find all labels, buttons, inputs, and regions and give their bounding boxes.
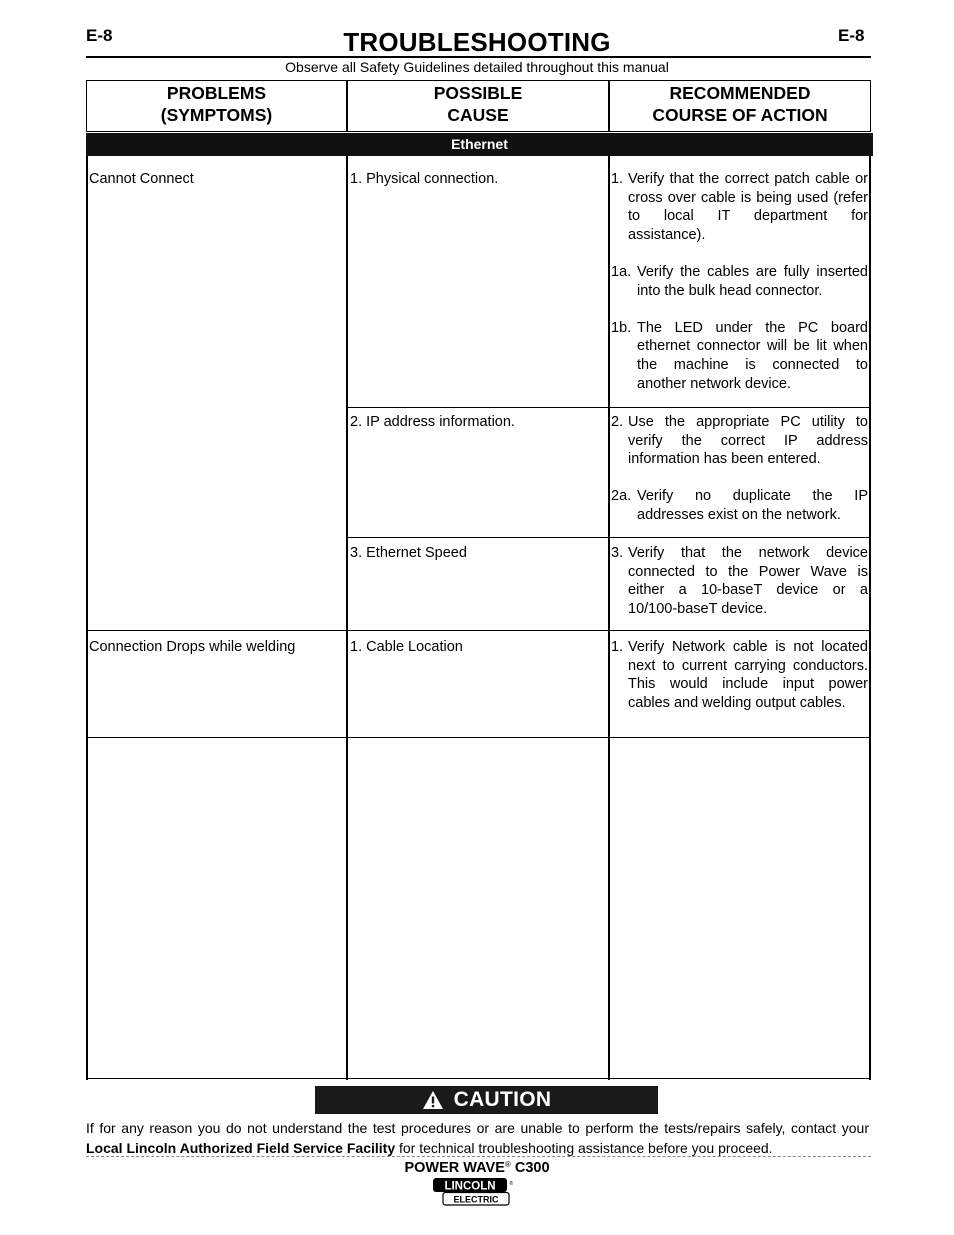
svg-text:ELECTRIC: ELECTRIC (453, 1194, 499, 1205)
header-course-of-action: RECOMMENDED COURSE OF ACTION (609, 80, 871, 132)
section-bar-ethernet: Ethernet (86, 133, 873, 156)
caution-banner (315, 1086, 658, 1114)
cause-cell: 2. IP address information. (350, 414, 515, 430)
action-item: 1. Verify that the correct patch cable or cross over cable is being used (refer to local IT department for assistance). (611, 171, 868, 243)
page-title: TROUBLESHOOTING (343, 27, 611, 57)
action-cell (611, 413, 868, 543)
column-divider-2 (608, 156, 610, 1080)
action-cell (611, 544, 868, 637)
cause-cell: 1. Cable Location (350, 639, 463, 655)
table-border-right (869, 156, 871, 1080)
warning-triangle-icon (422, 1090, 444, 1110)
page-number-right: E-8 (838, 26, 865, 45)
table-border-left (86, 156, 88, 1080)
page-number-left: E-8 (86, 26, 113, 45)
lincoln-electric-logo (432, 1177, 514, 1207)
symptom-cell: Cannot Connect (89, 171, 194, 187)
action-item: 1b. The LED under the PC board ethernet connector will be lit when the machine is connected to another network device. (611, 319, 868, 392)
header-problems: PROBLEMS (SYMPTOMS) (86, 80, 347, 132)
action-item: 1. Verify Network cable is not located next to current carrying conductors. This would include input power cables and welding output cables. (611, 639, 868, 711)
cause-cell: 1. Physical connection. (350, 171, 499, 187)
title-rule (86, 56, 871, 58)
action-item: 2a. Verify no duplicate the IP addresses exist on the network. (611, 488, 868, 523)
table-border-bottom (86, 1078, 871, 1079)
caution-label: CAUTION (453, 1088, 552, 1111)
column-divider-1 (346, 156, 348, 1080)
footer-rule (86, 1156, 871, 1157)
symptom-cell: Connection Drops while welding (89, 639, 296, 655)
row-divider (86, 737, 871, 738)
svg-text:®: ® (509, 1181, 514, 1187)
action-cell (611, 638, 868, 731)
svg-text:LINCOLN: LINCOLN (444, 1180, 496, 1193)
action-item: 2. Use the appropriate PC utility to verify the correct IP address information has been entered. (611, 414, 868, 468)
model-name: POWER WAVE® C300 (404, 1160, 550, 1176)
troubleshooting-table (86, 80, 871, 1080)
caution-text: If for any reason you do not understand the test procedures or are unable to perform the tests/repairs safely, contact your Local Lincoln Authorized Field Service Facility for technical troubleshooting assistance before you proceed. (86, 1120, 869, 1156)
safety-note: Observe all Safety Guidelines detailed throughout this manual (285, 59, 669, 75)
action-item: 1a. Verify the cables are fully inserted into the bulk head connector. (611, 263, 868, 299)
action-item: 3. Verify that the network device connected to the Power Wave is either a 10-baseT device or a 10/100-baseT device. (611, 545, 868, 617)
action-cell (611, 170, 868, 412)
cause-cell: 3. Ethernet Speed (350, 545, 467, 561)
header-possible-cause: POSSIBLE CAUSE (347, 80, 609, 132)
